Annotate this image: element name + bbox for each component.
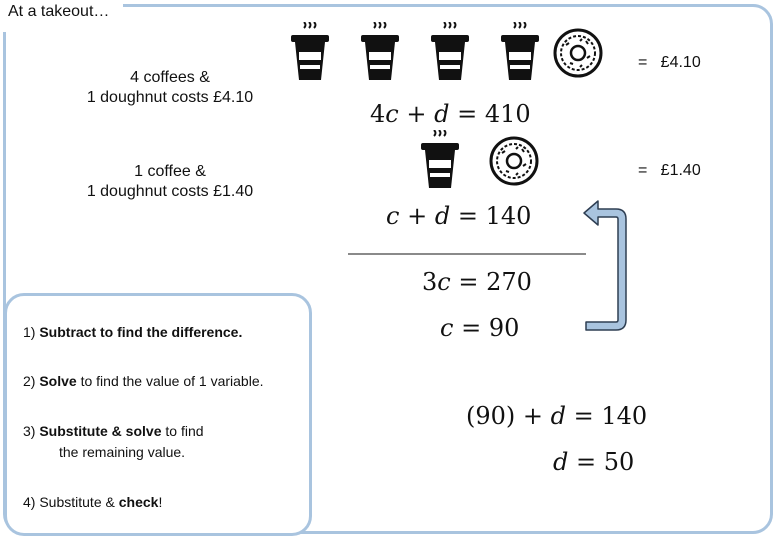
problem-1-line1: 4 coffees & [130, 69, 210, 86]
equation-2-op: + [399, 202, 435, 230]
step-4-bold: check [118, 494, 159, 510]
icon-row-1 [288, 22, 618, 86]
equation-5-rhs: = 140 [566, 402, 648, 430]
step-4-rest: ! [158, 494, 163, 510]
step-3-line2: the remaining value. [59, 444, 186, 460]
coffee-cup-icon [421, 130, 459, 188]
problem-2-line1: 1 coffee & [134, 163, 206, 180]
problem-1-text [55, 68, 285, 108]
equation-1-coef: 4 [370, 100, 386, 128]
problem-1-line2: 1 doughnut costs £4.10 [86, 89, 254, 106]
problem-2-text [55, 162, 285, 202]
step-2 [23, 371, 264, 392]
equation-3: 3c = 270 [422, 268, 532, 296]
doughnut-icon [491, 138, 537, 184]
substitute-arrow-icon [578, 196, 632, 336]
step-1 [23, 322, 242, 343]
equation-2-rhs: = 140 [450, 202, 532, 230]
step-3 [23, 421, 204, 463]
price-1: = £4.10 [638, 54, 701, 71]
subtraction-line [348, 253, 586, 255]
equation-6-rhs: = 50 [568, 448, 635, 476]
coffee-cup-icon [501, 22, 539, 80]
step-1-bold: Subtract to find the difference. [39, 324, 243, 340]
equation-4-rhs: = 90 [453, 314, 520, 342]
equation-3-rhs: = 270 [450, 268, 532, 296]
equation-5: (90) + d = 140 [466, 402, 648, 430]
equation-2: c + d = 140 [386, 202, 532, 230]
step-3-rest: to find [161, 423, 204, 439]
equation-5-lhs: (90) + [466, 402, 551, 430]
step-4-number: 4) [23, 494, 40, 510]
problem-2-line2: 1 doughnut costs £1.40 [86, 183, 254, 200]
step-2-number: 2) [23, 373, 40, 389]
equation-6: d = 50 [553, 448, 635, 476]
coffee-cup-icon [431, 22, 469, 80]
step-4 [23, 492, 162, 513]
doughnut-icon [555, 30, 601, 76]
equation-3-coef: 3 [422, 268, 438, 296]
step-3-bold: Substitute & solve [39, 423, 162, 439]
step-2-rest: to find the value of 1 variable. [76, 373, 264, 389]
steps-box [4, 293, 312, 536]
page-title: At a takeout… [0, 0, 123, 32]
equation-1-rhs: = 410 [449, 100, 531, 128]
step-2-bold: Solve [39, 373, 77, 389]
equation-1: 4c + d = 410 [370, 100, 531, 128]
coffee-cup-icon [291, 22, 329, 80]
step-3-number: 3) [23, 423, 40, 439]
coffee-cup-icon [361, 22, 399, 80]
step-1-number: 1) [23, 324, 40, 340]
icon-row-2 [418, 130, 548, 194]
equation-4: c = 90 [440, 314, 520, 342]
equation-1-op: + [398, 100, 435, 128]
step-4-pre: Substitute & [39, 494, 119, 510]
price-2: = £1.40 [638, 162, 701, 179]
